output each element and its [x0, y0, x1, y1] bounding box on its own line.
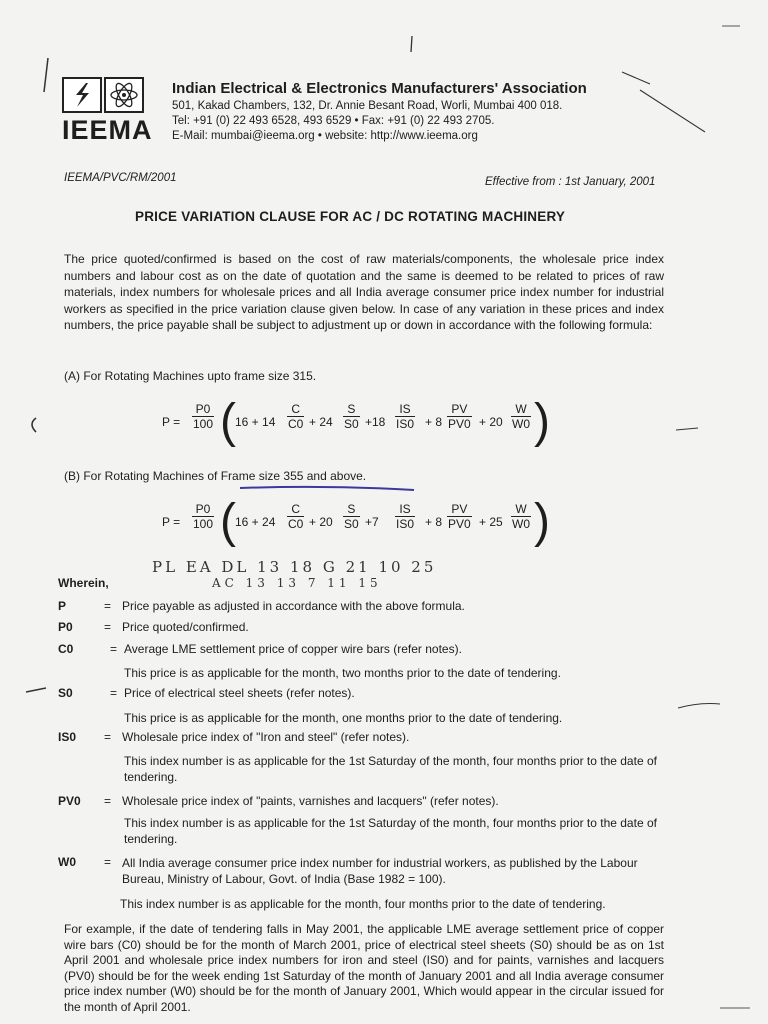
- formula-a-lhs: P =: [162, 415, 181, 429]
- definition-text: Wholesale price index of "paints, varnishes and lacquers" (refer notes).: [122, 794, 499, 808]
- definition-text: Price payable as adjusted in accordance with the above formula.: [122, 599, 465, 613]
- definition-text: Average LME settlement price of copper wire bars (refer notes).: [124, 642, 462, 656]
- equals-sign: =: [104, 620, 112, 634]
- formula-a-pv-frac: $\frac{PV}{PV0}$: [448, 402, 471, 431]
- formula-a-c-frac: $\frac{C}{C0}$: [288, 402, 304, 431]
- example-paragraph: For example, if the date of tendering falls in May 2001, the applicable LME average settlement price of copper wire bars (C0) should be for the month of March 2001, price of electrical steel sheets (S0) should be as on 1st April 2001 and wholesale price index numbers for iron and steel (IS0) and for paints, varnishes and lacquers (PV0) should be for the week ending 1st Saturday of the month of January 2001 and all India average consumer price index number (W0) should be for the month of January 2001, Which would appear in the circular issued for the month of April 2001.: [64, 922, 664, 1014]
- equals-sign: =: [104, 599, 112, 613]
- document-title: PRICE VARIATION CLAUSE FOR AC / DC ROTATING MACHINERY: [135, 209, 566, 224]
- definition-text: Price quoted/confirmed.: [122, 620, 249, 634]
- formula-a-term-4: + 8: [425, 415, 443, 429]
- wherein-label: Wherein,: [58, 576, 109, 590]
- formula-a-w-frac: $\frac{W}{W0}$: [512, 402, 530, 431]
- formula-a-s-frac: $\frac{S}{S0}$: [344, 402, 359, 431]
- formula-a-open-paren: (: [220, 395, 236, 448]
- logo-text: IEEMA: [62, 115, 153, 145]
- org-address: 501, Kakad Chambers, 132, Dr. Annie Besant Road, Worli, Mumbai 400 018.: [172, 100, 563, 112]
- definition-note: This index number is as applicable for the month, four months prior to the date of tendering.: [120, 897, 606, 911]
- handwritten-annotation-row-1: PL EA DL 13 18 G 21 10 25: [152, 558, 437, 576]
- case-b-heading: (B) For Rotating Machines of Frame size 355 and above.: [64, 469, 367, 483]
- formula-a-term-1: 16 + 14: [235, 415, 276, 429]
- definition-note: This price is as applicable for the month, two months prior to the date of tendering.: [124, 666, 561, 680]
- org-email-web: E-Mail: mumbai@ieema.org • website: http://www.ieema.org: [172, 130, 478, 142]
- formula-b-c-frac: $\frac{C}{C0}$: [288, 502, 304, 531]
- symbol-p0: P0: [58, 620, 73, 634]
- formula-b-term-2: + 20: [309, 515, 333, 529]
- formula-b-close-paren: ): [534, 495, 550, 548]
- symbol-s0: S0: [58, 686, 73, 700]
- case-a-heading: (A) For Rotating Machines upto frame size 315.: [64, 369, 317, 383]
- handwritten-annotation-row-2: AC 13 13 7 11 15: [212, 576, 382, 590]
- formula-a-term-3: +18: [365, 415, 386, 429]
- intro-paragraph: The price quoted/confirmed is based on the cost of raw materials/components, the wholesale price index numbers and labour cost as on the date of quotation and the same is deemed to be related to prices of raw materials, index numbers for wholesale prices and all India average consumer price index number for industrial workers as specified in the price variation clause given below. In case of any variation in these prices and index numbers, the price payable shall be subject to adjustment up or down in accordance with the following formula:: [64, 252, 664, 332]
- symbol-p: P: [58, 599, 67, 613]
- definition-text: Wholesale price index of "Iron and steel" (refer notes).: [122, 730, 410, 744]
- formula-a-close-paren: ): [534, 395, 550, 448]
- org-tel-fax: Tel: +91 (0) 22 493 6528, 493 6529 • Fax: +91 (0) 22 493 2705.: [172, 115, 495, 127]
- formula-a-is-frac: $\frac{IS}{IS0}$: [396, 402, 415, 431]
- formula-b-term-1: 16 + 24: [235, 515, 276, 529]
- symbol-c0: C0: [58, 642, 74, 656]
- formula-b-term-3: +7: [365, 515, 379, 529]
- equals-sign: =: [110, 686, 118, 700]
- formula-b-lhs: P =: [162, 515, 181, 529]
- equals-sign: =: [104, 855, 112, 869]
- equals-sign: =: [104, 730, 112, 744]
- effective-date: Effective from : 1st January, 2001: [485, 176, 656, 188]
- formula-b-is-frac: $\frac{IS}{IS0}$: [396, 502, 415, 531]
- formula-a-term-5: + 20: [479, 415, 503, 429]
- formula-b-pv-frac: $\frac{PV}{PV0}$: [448, 502, 471, 531]
- formula-b-open-paren: (: [220, 495, 236, 548]
- formula-b-term-4: + 8: [425, 515, 443, 529]
- definition-note: This index number is as applicable for the 1st Saturday of the month, four months prior to the date of tendering.: [124, 816, 657, 846]
- equals-sign: =: [110, 642, 118, 656]
- symbol-is0: IS0: [58, 730, 77, 744]
- definition-note: This index number is as applicable for the 1st Saturday of the month, four months prior to the date of tendering.: [124, 754, 657, 784]
- formula-b-w-frac: $\frac{W}{W0}$: [512, 502, 530, 531]
- symbol-pv0: PV0: [58, 794, 81, 808]
- definition-text: All India average consumer price index number for industrial workers, as published by the Labour Bureau, Ministry of Labour, Govt. of India (Base 1982 = 100).: [122, 856, 638, 886]
- equals-sign: =: [104, 794, 112, 808]
- symbol-w0: W0: [58, 855, 76, 869]
- definition-text: Price of electrical steel sheets (refer notes).: [124, 686, 355, 700]
- formula-a-p0-frac: $\frac{P0}{100}$: [193, 402, 214, 431]
- formula-b-p0-frac: $\frac{P0}{100}$: [193, 502, 214, 531]
- reference-number: IEEMA/PVC/RM/2001: [64, 172, 177, 184]
- formula-a-term-2: + 24: [309, 415, 333, 429]
- formula-b-term-5: + 25: [479, 515, 503, 529]
- org-name: Indian Electrical & Electronics Manufacturers' Association: [172, 80, 587, 97]
- formula-b-s-frac: $\frac{S}{S0}$: [344, 502, 359, 531]
- definition-note: This price is as applicable for the month, one months prior to the date of tendering.: [124, 711, 563, 725]
